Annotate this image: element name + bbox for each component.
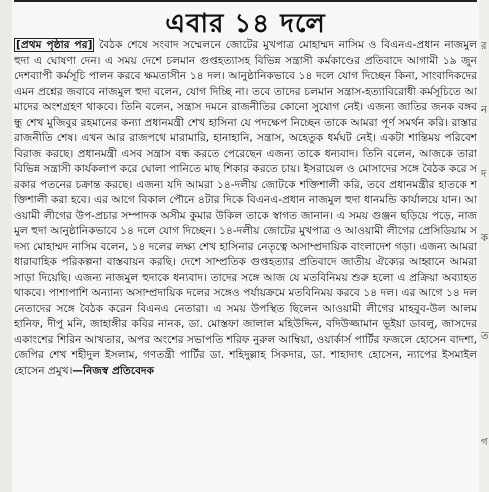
adjacent-column-fragment: ক bbox=[481, 233, 488, 244]
continued-from-label: [প্রথম পৃষ্ঠার পর] bbox=[16, 39, 93, 51]
adjacent-column-fragment: ন bbox=[481, 105, 487, 116]
article-headline: এবার ১৪ দলে bbox=[165, 9, 326, 39]
top-rule bbox=[14, 0, 477, 2]
article-paragraph bbox=[14, 38, 477, 379]
article-byline: —নিজস্ব প্রতিবেদক bbox=[72, 364, 154, 377]
article-body bbox=[14, 38, 477, 488]
article-text: বৈঠক শেষে সংবাদ সম্মেলনে জোটের মুখপাত্র মোহাম্মদ নাসিম ও বিএনএ-প্রধান নাজমুল হুদা এ ঘোষণা দেন। এ সময় দেশে চলমান গুপ্তহত্যাসহ বিভিন্ন সন্ত্রাসী কর্মকাণ্ডের প্রতিবাদে আগামী ১৯ জুন দেশব্যাপী কর্মসূচি পালন করবে ক্ষমতাসীন ১৪ দল। আনুষ্ঠানিকভাবে ১৪ দলে যোগ দিচ্ছেন কিনা, সাংবাদিকদের এমন প্রশ্নের জবাবে নাজমুল হুদা বলেন, যোগ দিচ্ছি না। তবে তাদের চলমান সন্ত্রাস-হত্যাবিরোধী কর্মসূচিতে আমাদের অংশগ্রহণ থাকবে। তিনি বলেন, সন্ত্রাস দমনে রাজনীতির কোনো সুযোগ নেই। এজন্য জাতির জনক বঙ্গবন্ধু শেখ মুজিবুর রহমানের কন্যা প্রধানমন্ত্রী শেখ হাসিনা যে পদক্ষেপ নিচ্ছেন তাকে আমরা পূর্ণ সমর্থন করি। রাস্তার রাজনীতি শেষ। এখন আর রাজপথে মারামারি, হানাহানি, সন্ত্রাস, অহেতুক ধর্মঘট নেই। একটা শান্তিময় পরিবেশ বিরাজ করছে। প্রধানমন্ত্রী এসব সন্ত্রাস বন্ধ করতে পেরেছেন এজন্য তাকে ধন্যবাদ। তিনি বলেন, আজকে তারা বিভিন্ন সন্ত্রাসী কার্যকলাপ করে ঘোলা পানিতে মাছ শিকার করতে চায়। ইসরায়েল ও মোসাদের সঙ্গে বৈঠক করে সরকার পতনের চক্রান্ত করছে। এজন্য যদি আমরা ১৪-দলীয় জোটকে শক্তিশালী করি, তবে প্রধানমন্ত্রীর হাতকে শক্তিশালী করা হবে। এর আগে বিকাল পৌনে ৪টার দিকে বিএনএ-প্রধান নাজমুল হুদা ধানমন্ডি কার্যালয়ে যান। আওয়ামী লীগের উপ-প্রচার সম্পাদক অসীম কুমার উকিল তাকে স্বাগত জানান। এ সময় গুঞ্জন ছড়িয়ে পড়ে, নাজমুল হুদা আনুষ্ঠানিকভাবে ১৪ দলে যোগ দিচ্ছেন। ১৪-দলীয় জোটের মুখপাত্র ও আওয়ামী লীগের প্রেসিডিয়াম সদস্য মোহাম্মদ নাসিম বলেন, ১৪ দলের লক্ষ্য শেখ হাসিনার নেতৃত্বে অসাম্প্রদায়িক বাংলাদেশ গড়া। এজন্য আমরা ধারাবাহিক পরিকল্পনা বাস্তবায়ন করছি। দেশে সাম্প্রতিক গুপ্তহত্যার প্রতিবাদে জাতীয় ঐক্যের আহ্বানে আমরা সাড়া দিয়েছি। এজন্য নাজমুল হুদাকে ধন্যবাদ। তাদের সঙ্গে আজ যে মতবিনিময় শুরু হলো এ প্রক্রিয়া অব্যাহত থাকবে। পাশাপাশি অন্যান্য অসাম্প্রদায়িক দলের সঙ্গেও পর্যায়ক্রমে মতবিনিময় করবে ১৪ দল। এর আগে ১৪ দল নেতাদের সঙ্গে বৈঠক করেন বিএনএ নেতারা। এ সময় উপস্থিত ছিলেন আওয়ামী লীগের মাহবুব-উল আলম হানিফ, দীপু মনি, জাহাঙ্গীর কবির নানক, ডা. মোস্তফা জালাল মহিউদ্দিন, বদিউজ্জামান ভূইয়া ডাবলু, জাসদের একাংশের শিরিন আখতার, অপর অংশের সভাপতি শরিফ নুরুল আম্বিয়া, ওয়ার্কার্স পার্টির ফজলে হোসেন বাদশা, জেপির শেখ শহীদুল ইসলাম, গণতন্ত্রী পার্টির ডা. শহিদুল্লাহ সিকদার, ডা. শাহাদাৎ হোসেন, ন্যাপের ইসমাইল হোসেন প্রমুখ। bbox=[14, 39, 477, 377]
adjacent-column-fragment: ত bbox=[481, 331, 489, 342]
adjacent-column-fragment: দ bbox=[481, 169, 487, 180]
adjacent-column-fragment: গ bbox=[481, 437, 488, 448]
adjacent-column-strip bbox=[479, 0, 489, 492]
left-column-gutter bbox=[0, 0, 12, 492]
adjacent-column-fragment: র bbox=[481, 41, 487, 52]
